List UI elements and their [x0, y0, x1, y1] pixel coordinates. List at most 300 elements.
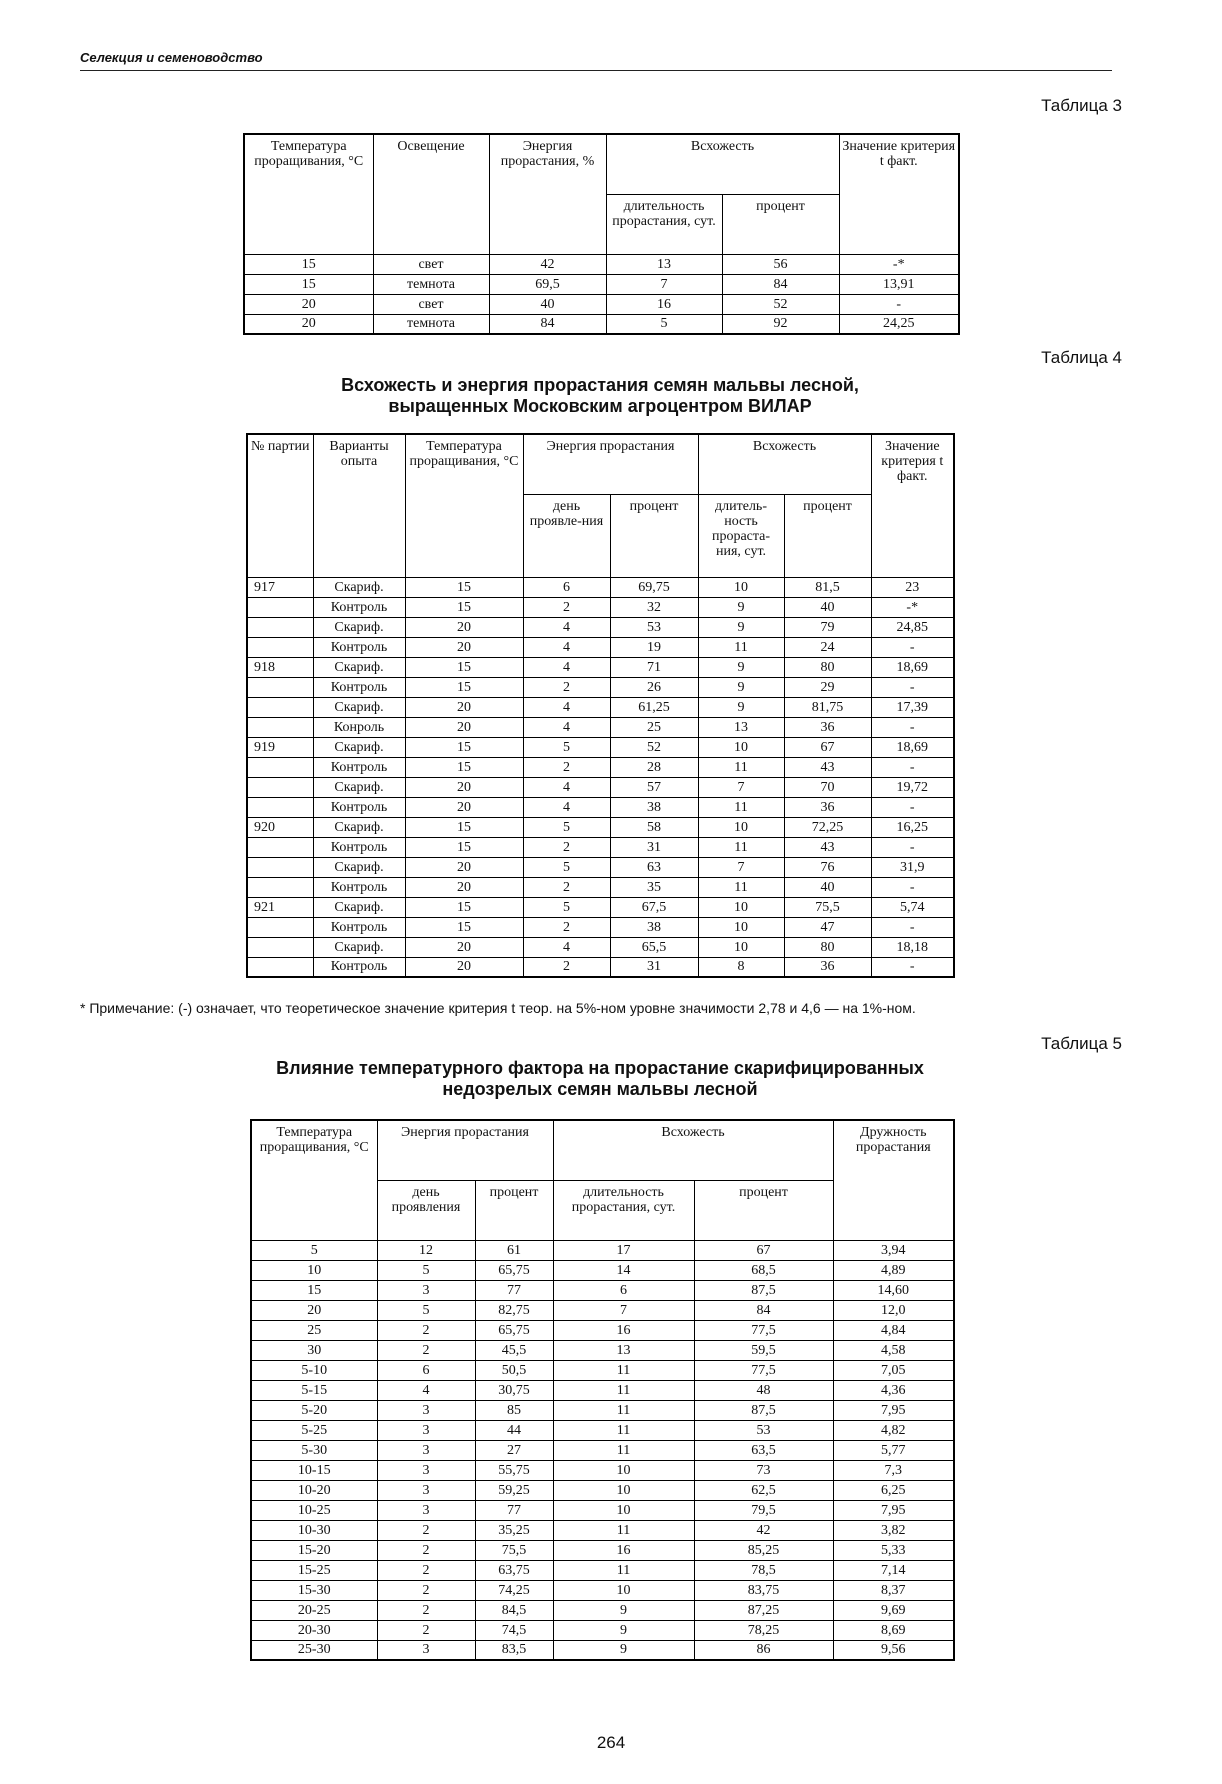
- cell-germ-percent: 79,5: [694, 1500, 833, 1520]
- cell-germ-duration: 9: [698, 617, 784, 637]
- cell-vigor: 4,84: [833, 1320, 954, 1340]
- cell-variant: Конроль: [313, 717, 405, 737]
- cell-energy: 84: [489, 314, 606, 334]
- cell-vigor: 7,14: [833, 1560, 954, 1580]
- cell-germ-duration: 9: [698, 597, 784, 617]
- table-row: [244, 254, 959, 274]
- cell-energy-day: 3: [377, 1480, 475, 1500]
- cell-energy-day: 4: [523, 937, 610, 957]
- table4-header-tcrit: Значение критерия t факт.: [871, 434, 954, 577]
- cell-energy-day: 5: [523, 817, 610, 837]
- cell-energy-day: 4: [377, 1380, 475, 1400]
- cell-temp: 15: [244, 254, 373, 274]
- cell-germ-duration: 9: [698, 657, 784, 677]
- table-row: [247, 877, 954, 897]
- cell-energy-day: 4: [523, 777, 610, 797]
- cell-energy-percent: 61: [475, 1240, 553, 1260]
- cell-variant: Скариф.: [313, 617, 405, 637]
- cell-vigor: 12,0: [833, 1300, 954, 1320]
- table-row: [247, 957, 954, 977]
- table4-header-germ-percent: процент: [784, 494, 871, 577]
- cell-germ-percent: 78,25: [694, 1620, 833, 1640]
- cell-tcrit: 18,69: [871, 657, 954, 677]
- cell-energy-day: 4: [523, 617, 610, 637]
- cell-germ-duration: 16: [606, 294, 722, 314]
- cell-temp: 10-15: [251, 1460, 377, 1480]
- cell-variant: Скариф.: [313, 737, 405, 757]
- cell-temp: 10-30: [251, 1520, 377, 1540]
- cell-energy-percent: 19: [610, 637, 698, 657]
- cell-energy-percent: 82,75: [475, 1300, 553, 1320]
- cell-batch: 921: [247, 897, 313, 917]
- cell-variant: Скариф.: [313, 777, 405, 797]
- cell-germ-percent: 40: [784, 877, 871, 897]
- cell-energy-day: 2: [377, 1340, 475, 1360]
- cell-energy-day: 3: [377, 1460, 475, 1480]
- header-rule: [80, 70, 1112, 71]
- table4-header-energy: Энергия прорастания: [523, 434, 698, 494]
- table-row: [251, 1460, 954, 1480]
- cell-batch: 920: [247, 817, 313, 837]
- cell-germ-percent: 80: [784, 937, 871, 957]
- cell-germ-duration: 7: [698, 777, 784, 797]
- cell-energy-percent: 25: [610, 717, 698, 737]
- cell-germ-percent: 81,5: [784, 577, 871, 597]
- cell-temp: 5-20: [251, 1400, 377, 1420]
- table-row: [244, 294, 959, 314]
- cell-vigor: 7,95: [833, 1400, 954, 1420]
- cell-batch: [247, 677, 313, 697]
- cell-germ-duration: 11: [698, 837, 784, 857]
- cell-germ-percent: 40: [784, 597, 871, 617]
- cell-germ-duration: 10: [698, 737, 784, 757]
- cell-energy-percent: 63: [610, 857, 698, 877]
- cell-vigor: 14,60: [833, 1280, 954, 1300]
- cell-batch: [247, 597, 313, 617]
- cell-temp: 20: [405, 937, 523, 957]
- cell-germ-percent: 87,5: [694, 1400, 833, 1420]
- cell-germ-duration: 10: [698, 577, 784, 597]
- cell-germ-duration: 9: [698, 697, 784, 717]
- cell-tcrit: -: [871, 797, 954, 817]
- cell-vigor: 4,89: [833, 1260, 954, 1280]
- cell-germ-duration: 11: [553, 1400, 694, 1420]
- cell-vigor: 4,82: [833, 1420, 954, 1440]
- cell-germ-duration: 16: [553, 1540, 694, 1560]
- cell-germ-duration: 13: [698, 717, 784, 737]
- cell-variant: Контроль: [313, 757, 405, 777]
- cell-light: свет: [373, 254, 489, 274]
- cell-vigor: 5,33: [833, 1540, 954, 1560]
- table5-header-germ: Всхожесть: [553, 1120, 833, 1180]
- table5-header-temp: Температура проращивания, °С: [251, 1120, 377, 1240]
- cell-vigor: 3,82: [833, 1520, 954, 1540]
- cell-vigor: 9,56: [833, 1640, 954, 1660]
- table4-header-germ-duration: длитель-ность прораста-ния, сут.: [698, 494, 784, 577]
- cell-germ-percent: 73: [694, 1460, 833, 1480]
- table-row: [251, 1520, 954, 1540]
- table5-header-germ-duration: длительность прорастания, сут.: [553, 1180, 694, 1240]
- cell-germ-percent: 53: [694, 1420, 833, 1440]
- cell-energy-percent: 31: [610, 957, 698, 977]
- cell-temp: 20: [405, 797, 523, 817]
- cell-germ-percent: 86: [694, 1640, 833, 1660]
- table-row: [247, 717, 954, 737]
- cell-batch: [247, 757, 313, 777]
- cell-energy-percent: 77: [475, 1280, 553, 1300]
- cell-germ-percent: 72,25: [784, 817, 871, 837]
- table5-header-energy-day: день проявления: [377, 1180, 475, 1240]
- cell-germ-percent: 36: [784, 797, 871, 817]
- cell-energy-percent: 53: [610, 617, 698, 637]
- table-row: [251, 1340, 954, 1360]
- cell-germ-percent: 68,5: [694, 1260, 833, 1280]
- table5-header-energy-percent: процент: [475, 1180, 553, 1240]
- cell-germ-duration: 9: [553, 1600, 694, 1620]
- table-row: [247, 657, 954, 677]
- cell-germ-percent: 87,25: [694, 1600, 833, 1620]
- cell-energy-percent: 32: [610, 597, 698, 617]
- table5: [250, 1119, 955, 1661]
- table-row: [247, 677, 954, 697]
- table-row: [247, 937, 954, 957]
- cell-energy-percent: 61,25: [610, 697, 698, 717]
- cell-temp: 30: [251, 1340, 377, 1360]
- cell-germ-percent: 77,5: [694, 1320, 833, 1340]
- cell-tcrit: -*: [839, 254, 959, 274]
- cell-energy-percent: 65,75: [475, 1260, 553, 1280]
- table-row: [247, 777, 954, 797]
- cell-batch: [247, 917, 313, 937]
- table4: [246, 433, 955, 978]
- table-row: [251, 1240, 954, 1260]
- cell-temp: 15: [405, 597, 523, 617]
- cell-batch: [247, 797, 313, 817]
- cell-variant: Контроль: [313, 917, 405, 937]
- cell-energy-percent: 83,5: [475, 1640, 553, 1660]
- cell-energy-percent: 84,5: [475, 1600, 553, 1620]
- cell-energy-day: 4: [523, 717, 610, 737]
- cell-energy-day: 5: [523, 897, 610, 917]
- cell-tcrit: 18,69: [871, 737, 954, 757]
- cell-vigor: 5,77: [833, 1440, 954, 1460]
- cell-germ-duration: 8: [698, 957, 784, 977]
- cell-energy-day: 2: [377, 1560, 475, 1580]
- cell-germ-duration: 10: [553, 1580, 694, 1600]
- cell-tcrit: 5,74: [871, 897, 954, 917]
- cell-germ-percent: 47: [784, 917, 871, 937]
- cell-energy-day: 2: [523, 677, 610, 697]
- cell-tcrit: -: [871, 677, 954, 697]
- cell-germ-duration: 11: [698, 637, 784, 657]
- cell-germ-duration: 10: [698, 897, 784, 917]
- cell-energy-percent: 57: [610, 777, 698, 797]
- cell-energy-percent: 69,75: [610, 577, 698, 597]
- cell-temp: 20: [244, 314, 373, 334]
- cell-germ-percent: 78,5: [694, 1560, 833, 1580]
- cell-energy-percent: 27: [475, 1440, 553, 1460]
- cell-variant: Скариф.: [313, 937, 405, 957]
- table-row: [247, 617, 954, 637]
- cell-germ-percent: 67: [694, 1240, 833, 1260]
- cell-energy-percent: 58: [610, 817, 698, 837]
- cell-tcrit: 24,25: [839, 314, 959, 334]
- cell-tcrit: -: [839, 294, 959, 314]
- cell-energy-day: 2: [523, 957, 610, 977]
- cell-germ-duration: 10: [553, 1500, 694, 1520]
- cell-tcrit: 31,9: [871, 857, 954, 877]
- table5-title-line2: недозрелых семян мальвы лесной: [442, 1079, 758, 1099]
- cell-batch: [247, 717, 313, 737]
- cell-tcrit: 17,39: [871, 697, 954, 717]
- cell-batch: [247, 937, 313, 957]
- cell-energy-percent: 71: [610, 657, 698, 677]
- cell-tcrit: -: [871, 637, 954, 657]
- cell-germ-duration: 10: [698, 937, 784, 957]
- cell-germ-percent: 43: [784, 837, 871, 857]
- cell-vigor: 9,69: [833, 1600, 954, 1620]
- cell-vigor: 4,36: [833, 1380, 954, 1400]
- cell-temp: 15: [405, 897, 523, 917]
- cell-temp: 5-30: [251, 1440, 377, 1460]
- table-row: [251, 1320, 954, 1340]
- cell-energy-day: 3: [377, 1420, 475, 1440]
- cell-germ-duration: 7: [553, 1300, 694, 1320]
- cell-tcrit: 13,91: [839, 274, 959, 294]
- cell-energy-day: 6: [377, 1360, 475, 1380]
- cell-germ-percent: 63,5: [694, 1440, 833, 1460]
- cell-germ-percent: 62,5: [694, 1480, 833, 1500]
- cell-temp: 20: [244, 294, 373, 314]
- cell-batch: [247, 617, 313, 637]
- table3-header-energy: Энергия прорастания, %: [489, 134, 606, 254]
- cell-energy-percent: 50,5: [475, 1360, 553, 1380]
- cell-variant: Скариф.: [313, 657, 405, 677]
- table-row: [251, 1300, 954, 1320]
- table3-header-tcrit: Значение критерия t факт.: [839, 134, 959, 254]
- cell-energy-day: 2: [377, 1520, 475, 1540]
- table3-header-germ-percent: процент: [722, 194, 839, 254]
- table5-header-germ-percent: процент: [694, 1180, 833, 1240]
- table4-header-variant: Варианты опыта: [313, 434, 405, 577]
- cell-energy-day: 4: [523, 657, 610, 677]
- cell-energy-day: 4: [523, 697, 610, 717]
- page-number: 264: [596, 1733, 626, 1752]
- table-row: [247, 857, 954, 877]
- cell-temp: 15: [405, 757, 523, 777]
- cell-energy-percent: 38: [610, 917, 698, 937]
- table-row: [251, 1280, 954, 1300]
- cell-germ-duration: 11: [698, 877, 784, 897]
- cell-energy-day: 2: [377, 1540, 475, 1560]
- table-row: [251, 1400, 954, 1420]
- cell-variant: Контроль: [313, 877, 405, 897]
- cell-germ-percent: 79: [784, 617, 871, 637]
- cell-germ-percent: 52: [722, 294, 839, 314]
- cell-vigor: 4,58: [833, 1340, 954, 1360]
- cell-germ-duration: 9: [553, 1640, 694, 1660]
- cell-germ-percent: 77,5: [694, 1360, 833, 1380]
- cell-germ-percent: 36: [784, 717, 871, 737]
- cell-temp: 10-20: [251, 1480, 377, 1500]
- cell-temp: 15: [405, 737, 523, 757]
- table-row: [247, 637, 954, 657]
- cell-germ-duration: 5: [606, 314, 722, 334]
- cell-batch: [247, 877, 313, 897]
- cell-germ-duration: 9: [553, 1620, 694, 1640]
- cell-energy-day: 3: [377, 1440, 475, 1460]
- cell-germ-percent: 85,25: [694, 1540, 833, 1560]
- cell-temp: 20: [405, 717, 523, 737]
- cell-energy-day: 5: [523, 857, 610, 877]
- cell-germ-duration: 10: [698, 917, 784, 937]
- table-row: [251, 1560, 954, 1580]
- cell-energy-percent: 38: [610, 797, 698, 817]
- table4-header-energy-percent: процент: [610, 494, 698, 577]
- cell-energy-day: 5: [377, 1260, 475, 1280]
- cell-energy-percent: 45,5: [475, 1340, 553, 1360]
- cell-temp: 20: [405, 957, 523, 977]
- cell-germ-percent: 24: [784, 637, 871, 657]
- cell-temp: 15: [405, 917, 523, 937]
- cell-germ-percent: 80: [784, 657, 871, 677]
- cell-germ-percent: 92: [722, 314, 839, 334]
- cell-batch: 918: [247, 657, 313, 677]
- table3-header-temp: Температура проращивания, °С: [244, 134, 373, 254]
- cell-germ-duration: 11: [553, 1440, 694, 1460]
- cell-germ-duration: 11: [553, 1420, 694, 1440]
- table4-header-germ: Всхожесть: [698, 434, 871, 494]
- cell-energy-percent: 35: [610, 877, 698, 897]
- cell-energy-day: 2: [523, 917, 610, 937]
- cell-variant: Контроль: [313, 677, 405, 697]
- cell-temp: 15-30: [251, 1580, 377, 1600]
- cell-temp: 25-30: [251, 1640, 377, 1660]
- cell-vigor: 7,05: [833, 1360, 954, 1380]
- cell-germ-percent: 42: [694, 1520, 833, 1540]
- table-row: [247, 757, 954, 777]
- cell-energy-day: 2: [377, 1320, 475, 1340]
- cell-energy-day: 3: [377, 1280, 475, 1300]
- cell-variant: Контроль: [313, 837, 405, 857]
- cell-energy: 40: [489, 294, 606, 314]
- cell-germ-duration: 9: [698, 677, 784, 697]
- table4-title: [200, 375, 1000, 417]
- cell-germ-percent: 67: [784, 737, 871, 757]
- table-row: [247, 897, 954, 917]
- cell-temp: 5-10: [251, 1360, 377, 1380]
- cell-germ-percent: 81,75: [784, 697, 871, 717]
- table3-header-germ: Всхожесть: [606, 134, 839, 194]
- cell-energy-percent: 85: [475, 1400, 553, 1420]
- table-row: [247, 737, 954, 757]
- table-row: [251, 1360, 954, 1380]
- table5-title: [150, 1058, 1050, 1100]
- table4-footnote: * Примечание: (-) означает, что теоретическое значение критерия t теор. на 5%-ном уровне значимости 2,78 и 4,6 — на 1%-ном.: [80, 1000, 916, 1016]
- table-row: [247, 837, 954, 857]
- cell-energy-day: 6: [523, 577, 610, 597]
- table4-label: Таблица 4: [1041, 348, 1122, 367]
- cell-energy-percent: 35,25: [475, 1520, 553, 1540]
- cell-batch: 919: [247, 737, 313, 757]
- cell-germ-percent: 83,75: [694, 1580, 833, 1600]
- cell-energy-day: 4: [523, 797, 610, 817]
- cell-batch: 917: [247, 577, 313, 597]
- cell-germ-percent: 84: [722, 274, 839, 294]
- cell-energy-day: 2: [523, 837, 610, 857]
- cell-variant: Контроль: [313, 597, 405, 617]
- cell-germ-duration: 10: [553, 1460, 694, 1480]
- cell-light: свет: [373, 294, 489, 314]
- cell-energy-percent: 77: [475, 1500, 553, 1520]
- cell-energy-percent: 44: [475, 1420, 553, 1440]
- cell-temp: 10: [251, 1260, 377, 1280]
- cell-energy-day: 2: [377, 1580, 475, 1600]
- cell-tcrit: -: [871, 957, 954, 977]
- table5-title-line1: Влияние температурного фактора на прорастание скарифицированных: [276, 1058, 924, 1078]
- table3-header-light: Освещение: [373, 134, 489, 254]
- cell-energy-day: 2: [523, 877, 610, 897]
- cell-vigor: 8,69: [833, 1620, 954, 1640]
- cell-tcrit: 24,85: [871, 617, 954, 637]
- cell-germ-duration: 11: [553, 1360, 694, 1380]
- cell-energy-day: 12: [377, 1240, 475, 1260]
- cell-tcrit: -: [871, 757, 954, 777]
- cell-germ-duration: 11: [698, 797, 784, 817]
- table-row: [251, 1500, 954, 1520]
- cell-energy-percent: 30,75: [475, 1380, 553, 1400]
- cell-energy-percent: 65,75: [475, 1320, 553, 1340]
- cell-germ-duration: 16: [553, 1320, 694, 1340]
- cell-temp: 20: [405, 877, 523, 897]
- cell-energy-percent: 52: [610, 737, 698, 757]
- cell-temp: 5: [251, 1240, 377, 1260]
- table-row: [251, 1600, 954, 1620]
- cell-temp: 20: [405, 777, 523, 797]
- cell-germ-percent: 29: [784, 677, 871, 697]
- cell-energy-percent: 26: [610, 677, 698, 697]
- cell-energy-percent: 65,5: [610, 937, 698, 957]
- table-row: [247, 797, 954, 817]
- table-row: [251, 1260, 954, 1280]
- cell-temp: 10-25: [251, 1500, 377, 1520]
- table4-title-line1: Всхожесть и энергия прорастания семян мальвы лесной,: [341, 375, 859, 395]
- table5-label: Таблица 5: [1041, 1034, 1122, 1053]
- cell-tcrit: 19,72: [871, 777, 954, 797]
- cell-germ-duration: 13: [606, 254, 722, 274]
- cell-temp: 15-25: [251, 1560, 377, 1580]
- cell-germ-duration: 7: [698, 857, 784, 877]
- table-row: [247, 697, 954, 717]
- cell-temp: 20: [405, 857, 523, 877]
- table-row: [251, 1380, 954, 1400]
- cell-temp: 20-25: [251, 1600, 377, 1620]
- cell-light: темнота: [373, 314, 489, 334]
- table5-header-vigor: Дружность прорастания: [833, 1120, 954, 1240]
- cell-germ-duration: 10: [698, 817, 784, 837]
- cell-vigor: 7,3: [833, 1460, 954, 1480]
- cell-temp: 20: [405, 637, 523, 657]
- table-row: [251, 1620, 954, 1640]
- cell-temp: 20: [405, 697, 523, 717]
- cell-germ-percent: 87,5: [694, 1280, 833, 1300]
- cell-temp: 20-30: [251, 1620, 377, 1640]
- cell-variant: Скариф.: [313, 697, 405, 717]
- cell-germ-duration: 17: [553, 1240, 694, 1260]
- cell-germ-percent: 70: [784, 777, 871, 797]
- table-row: [247, 917, 954, 937]
- cell-batch: [247, 697, 313, 717]
